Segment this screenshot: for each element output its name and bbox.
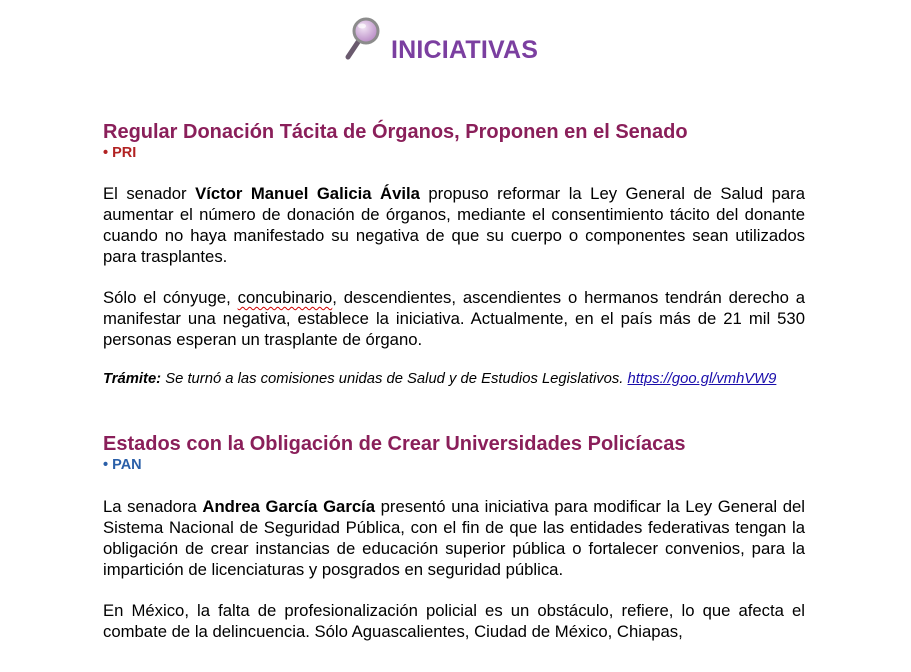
party-badge-pri: • PRI: [103, 145, 137, 161]
tramite-note: Trámite: Se turnó a las comisiones unidas de Salud y de Estudios Legislativos. https://goo.gl/vmhVW9: [103, 371, 777, 387]
page-title: INICIATIVAS: [391, 36, 539, 64]
article-universidades-policiacas: [103, 432, 805, 642]
article-paragraph: En México, la falta de profesionalización policial es un obstáculo, refiere, lo que afecta el combate de la delincuencia. Sólo Aguascalientes, Ciudad de México, Chiapas,: [103, 601, 805, 641]
article-paragraph: El senador Víctor Manuel Galicia Ávila propuso reformar la Ley General de Salud para aumentar el número de donación de órganos, mediante el consentimiento tácito del donante cuando no haya manifestado su negativa de que su cuerpo o componentes sean utilizados para trasplantes.: [103, 184, 805, 266]
article-paragraph: La senadora Andrea García García presentó una iniciativa para modificar la Ley General del Sistema Nacional de Seguridad Pública, con el fin de que las entidades federativas tengan la obligación de crear instancias de educación superior pública o fortalecer convenios, para la impartición de licenciaturas y posgrados en seguridad pública.: [103, 497, 805, 579]
article-title: Estados con la Obligación de Crear Universidades Policíacas: [103, 433, 686, 455]
magnifying-glass-icon: [344, 15, 384, 61]
page-header: [0, 14, 911, 66]
senator-name: Víctor Manuel Galicia Ávila: [195, 184, 420, 203]
article-title: Regular Donación Tácita de Órganos, Proponen en el Senado: [103, 121, 688, 143]
party-badge-pan: • PAN: [103, 457, 142, 473]
tramite-link[interactable]: https://goo.gl/vmhVW9: [627, 371, 777, 387]
spellcheck-flagged-word: concubinario: [237, 288, 333, 307]
article-paragraph: Sólo el cónyuge, concubinario, descendientes, ascendientes o hermanos tendrán derecho a manifestar una negativa, establece la iniciativa. Actualmente, en el país más de 21 mil 530 personas esperan un trasplante de órgano.: [103, 288, 805, 349]
tramite-label: Trámite:: [103, 371, 162, 387]
article-donacion-organos: [103, 120, 805, 389]
senator-name: Andrea García García: [202, 497, 376, 516]
